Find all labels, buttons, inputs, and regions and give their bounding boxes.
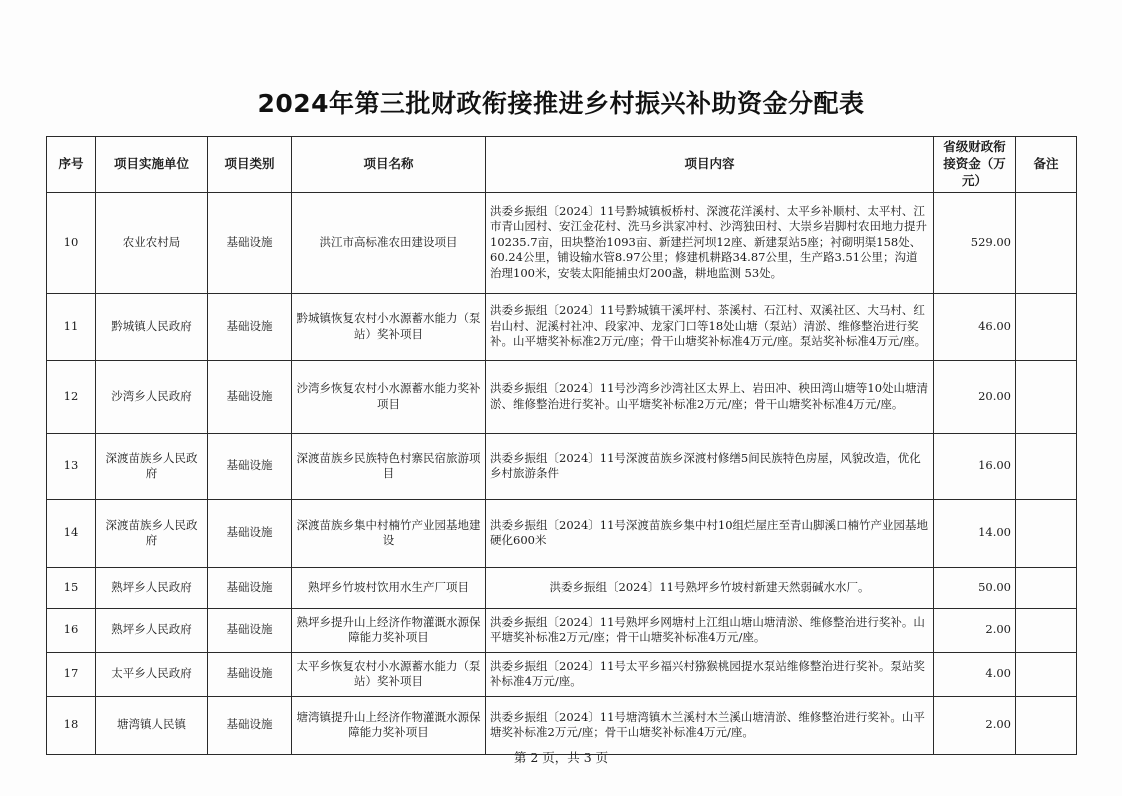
row-amount: 2.00 (934, 608, 1016, 652)
table-row (47, 360, 1077, 433)
table-row (47, 608, 1077, 652)
row-remark (1016, 567, 1077, 608)
row-remark (1016, 433, 1077, 499)
row-content: 洪委乡振组〔2024〕11号太平乡福兴村猕猴桃园提水泵站维修整治进行奖补。泵站奖补标准4万元/座。 (486, 652, 934, 696)
row-category: 基础设施 (208, 696, 292, 754)
table-row (47, 499, 1077, 567)
document-title: 2024年第三批财政衔接推进乡村振兴补助资金分配表 (257, 89, 865, 118)
row-seq: 13 (47, 433, 96, 499)
header-seq: 序号 (47, 137, 96, 193)
row-content: 洪委乡振组〔2024〕11号黔城镇干溪坪村、茶溪村、石江村、双溪社区、大马村、红岩山村、泥溪村社冲、段家冲、龙家门口等18处山塘（泵站）清淤、维修整治进行奖补。山平塘奖补标准2万元/座；骨干山塘奖补标准4万元/座。泵站奖补标准4万元/座。 (486, 293, 934, 360)
row-project-name: 黔城镇恢复农村小水源蓄水能力（泵站）奖补项目 (292, 293, 486, 360)
row-seq: 17 (47, 652, 96, 696)
row-content: 洪委乡振组〔2024〕11号深渡苗族乡深渡村修缮5间民族特色房屋，风貌改造，优化乡村旅游条件 (486, 433, 934, 499)
row-project-name: 沙湾乡恢复农村小水源蓄水能力奖补项目 (292, 360, 486, 433)
row-content: 洪委乡振组〔2024〕11号熟坪乡网塘村上江组山塘山塘清淤、维修整治进行奖补。山平塘奖补标准2万元/座；骨干山塘奖补标准4万元/座。 (486, 608, 934, 652)
row-amount: 50.00 (934, 567, 1016, 608)
row-seq: 12 (47, 360, 96, 433)
row-remark (1016, 499, 1077, 567)
row-project-name: 熟坪乡提升山上经济作物灌溉水源保障能力奖补项目 (292, 608, 486, 652)
row-project-name: 太平乡恢复农村小水源蓄水能力（泵站）奖补项目 (292, 652, 486, 696)
table-row (47, 652, 1077, 696)
row-remark (1016, 293, 1077, 360)
row-amount: 20.00 (934, 360, 1016, 433)
header-category: 项目类别 (208, 137, 292, 193)
row-project-name: 洪江市高标准农田建设项目 (292, 192, 486, 293)
row-category: 基础设施 (208, 652, 292, 696)
page-footer: 第 2 页，共 3 页 (513, 750, 609, 765)
row-amount: 46.00 (934, 293, 1016, 360)
row-unit: 沙湾乡人民政府 (96, 360, 208, 433)
row-amount: 16.00 (934, 433, 1016, 499)
row-unit: 深渡苗族乡人民政府 (96, 433, 208, 499)
row-content: 洪委乡振组〔2024〕11号黔城镇板桥村、深渡花洋溪村、太平乡补顺村、太平村、江市青山园村、安江金花村、洗马乡洪家冲村、沙湾独田村、大崇乡岩脚村农田地力提升10235.7亩，田块整治1093亩、新建拦河坝12座、新建泵站5座；衬砌明渠158处、60.24公里，铺设输水管8.97公里；修建机耕路34.87公里，生产路3.51公里；沟道治理100米，安装太阳能捕虫灯200盏，耕地监测 53处。 (486, 192, 934, 293)
header-remark: 备注 (1016, 137, 1077, 193)
row-unit: 深渡苗族乡人民政府 (96, 499, 208, 567)
table-row (47, 192, 1077, 293)
row-remark (1016, 696, 1077, 754)
row-project-name: 塘湾镇提升山上经济作物灌溉水源保障能力奖补项目 (292, 696, 486, 754)
row-project-name: 深渡苗族乡民族特色村寨民宿旅游项目 (292, 433, 486, 499)
row-unit: 黔城镇人民政府 (96, 293, 208, 360)
row-unit: 塘湾镇人民镇 (96, 696, 208, 754)
row-project-name: 熟坪乡竹坡村饮用水生产厂项目 (292, 567, 486, 608)
row-seq: 14 (47, 499, 96, 567)
row-amount: 2.00 (934, 696, 1016, 754)
row-remark (1016, 192, 1077, 293)
row-remark (1016, 360, 1077, 433)
header-amount: 省级财政衔接资金（万元） (934, 137, 1016, 193)
row-seq: 18 (47, 696, 96, 754)
allocation-table (46, 136, 1077, 755)
row-content: 洪委乡振组〔2024〕11号沙湾乡沙湾社区太界上、岩田冲、秧田湾山塘等10处山塘清淤、维修整治进行奖补。山平塘奖补标准2万元/座；骨干山塘奖补标准4万元/座。 (486, 360, 934, 433)
table-row (47, 567, 1077, 608)
row-amount: 4.00 (934, 652, 1016, 696)
row-unit: 太平乡人民政府 (96, 652, 208, 696)
row-amount: 14.00 (934, 499, 1016, 567)
row-amount: 529.00 (934, 192, 1016, 293)
row-category: 基础设施 (208, 433, 292, 499)
header-unit: 项目实施单位 (96, 137, 208, 193)
row-category: 基础设施 (208, 192, 292, 293)
row-category: 基础设施 (208, 499, 292, 567)
row-project-name: 深渡苗族乡集中村楠竹产业园基地建设 (292, 499, 486, 567)
table-row (47, 696, 1077, 754)
row-content: 洪委乡振组〔2024〕11号深渡苗族乡集中村10组烂屋庄至青山脚溪口楠竹产业园基地硬化600米 (486, 499, 934, 567)
table-row (47, 433, 1077, 499)
row-remark (1016, 652, 1077, 696)
row-unit: 熟坪乡人民政府 (96, 608, 208, 652)
row-content: 洪委乡振组〔2024〕11号熟坪乡竹坡村新建天然弱碱水水厂。 (486, 567, 934, 608)
table-row (47, 293, 1077, 360)
row-category: 基础设施 (208, 608, 292, 652)
row-unit: 熟坪乡人民政府 (96, 567, 208, 608)
row-category: 基础设施 (208, 567, 292, 608)
row-category: 基础设施 (208, 360, 292, 433)
header-content: 项目内容 (486, 137, 934, 193)
row-seq: 10 (47, 192, 96, 293)
row-seq: 16 (47, 608, 96, 652)
row-seq: 11 (47, 293, 96, 360)
row-seq: 15 (47, 567, 96, 608)
row-unit: 农业农村局 (96, 192, 208, 293)
row-remark (1016, 608, 1077, 652)
table-body (47, 192, 1077, 754)
header-name: 项目名称 (292, 137, 486, 193)
row-content: 洪委乡振组〔2024〕11号塘湾镇木兰溪村木兰溪山塘清淤、维修整治进行奖补。山平塘奖补标准2万元/座；骨干山塘奖补标准4万元/座。 (486, 696, 934, 754)
table-header (47, 137, 1077, 193)
row-category: 基础设施 (208, 293, 292, 360)
